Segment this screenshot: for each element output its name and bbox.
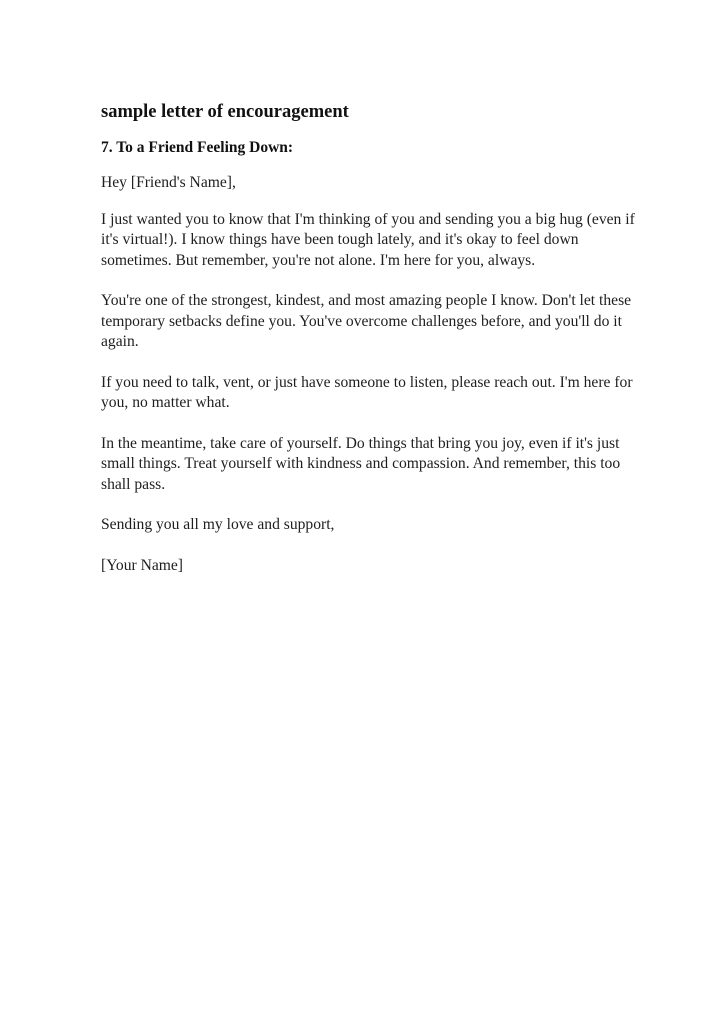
section-heading: 7. To a Friend Feeling Down: [101,139,294,156]
letter-closing: Sending you all my love and support, [101,516,335,533]
document-page [101,100,641,576]
letter-paragraph-4: In the meantime, take care of yourself. Do things that bring you joy, even if it's just small things. Treat yourself with kindness and compassion. And remember, this too shall pass. [101,434,621,493]
document-title: sample letter of encouragement [101,102,349,122]
letter-paragraph-3: If you need to talk, vent, or just have someone to listen, please reach out. I'm here for you, no matter what. [101,373,633,411]
letter-greeting: Hey [Friend's Name], [101,174,236,191]
letter-paragraph-1: I just wanted you to know that I'm thinking of you and sending you a big hug (even if it's virtual!). I know things have been tough lately, and it's okay to feel down sometimes. But remember, you're not alone. I'm here for you, always. [101,210,635,269]
letter-paragraph-2: You're one of the strongest, kindest, and most amazing people I know. Don't let these temporary setbacks define you. You've overcome challenges before, and you'll do it again. [101,292,632,350]
letter-signature: [Your Name] [101,556,184,574]
